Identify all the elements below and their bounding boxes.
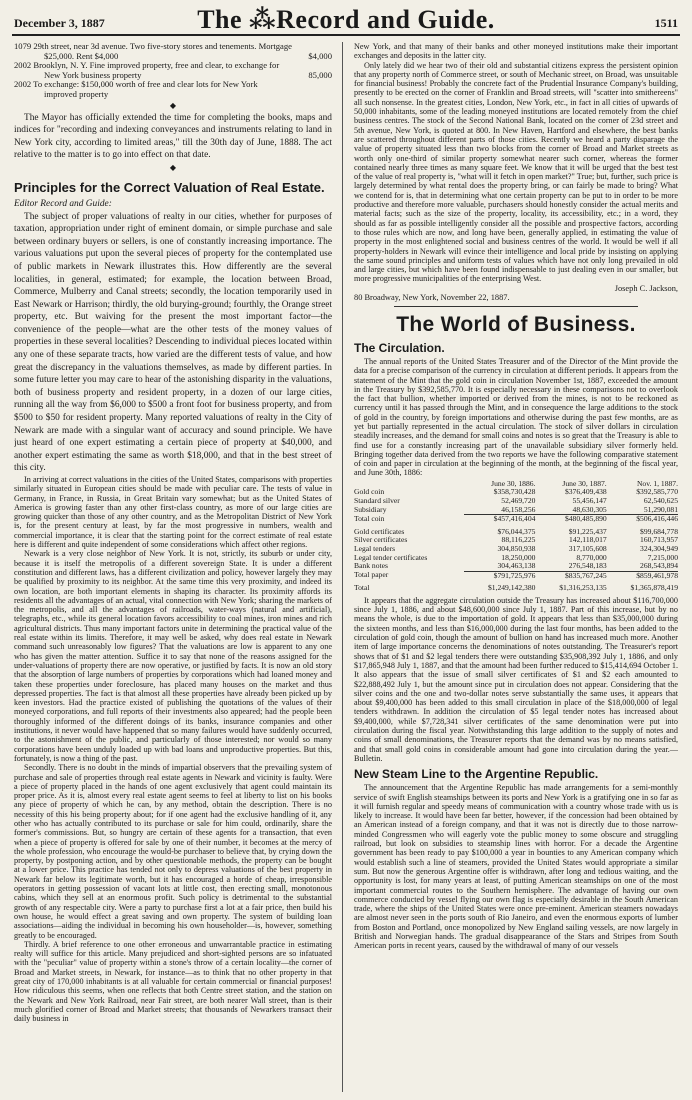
table-row: Subsidiary 46,158,256 48,630,305 51,290,081 — [354, 504, 678, 514]
table-row: Gold certificates $76,044,375 $91,225,437 $99,684,778 — [354, 526, 678, 536]
page-header — [12, 6, 680, 36]
article-paragraph: The announcement that the Argentine Republic has made arrangements for a semi-monthly service of swift English steamships between its ports and New York is a gratifying one in so far as it will furnish regular and speedy means of communication with a country whose trade with us is likely to increase. It would have been far better, however, if the concession had been obtained by an American instead of a foreign company, and that it was not is directly due to those narrow-minded Congressmen who will eagerly vote the public money to some obscure and struggling railroad, but look on subsidies to steamship lines with horror. For a decade the Argentine government has been ready to pay $100,000 a year in bounties to any American company which would establish such a line of steamers, provided the United States would appropriate a similar sum. But now the generous Argentine offer is withdrawn, after long and tedious waiting, and the opportunity is lost, for many years at least, of putting American steamships on one of the most important commercial routes to the Southern hemisphere. The advantage of having our own commerce conducted by vessel flying our own flag is especially desirable in the South American trade, where the ships of the United States were once pre-eminent. American steamers nowadays are almost never seen in the ports south of Rio Janeiro, and even the enormous exports of lumber from Boston and Portland, once monopolized by New England sailing vessels, are now largely in British and Norwegian hands. The gradual disappearance of the Stars and Stripes from South American ports in recent years, caused by the withdrawal of many of our vessels — [354, 783, 678, 951]
mayor-paragraph: The Mayor has officially extended the time for completing the books, maps and indices for "recording and indexing conveyances and instruments relating to land in New York city, according to limited areas," till the 30th day of June, 1888. The act relative to the matter is to go into effect on that date. — [14, 112, 332, 161]
article-paragraph: The subject of proper valuations of realty in our cities, whether for purposes of taxation, appropriation under right of eminent domain, or simple purchase and sale between ordinary buyers or sellers, is one of constantly increasing importance. The various valuations put upon the several pieces of property for the contemplated use of public markets in Newark illustrates this. How differently are the several localities, in general, estimated; for example, the location between Broad, Commerce, Mulberry and Canal streets; secondly, the location temporarily used in East Newark or Harrison; thirdly, the old burying-ground; fourthly, the Orange street property, etc. But waiving for the present the most important factor—the convenience of the people—what are the other tests of the money values of properties in these several localities? Descending to individual pieces located within any one of these separate tracts, how varied are the different tests of value, and how great the discrepancy in the valuations themselves, as made by different parties. In some future letter you may care to hear of the astonishing disparity in the valuations, both of business property and resident property, in a dozen of our large cities, running all the way from $6,000 to $500 a front foot for business property, and from $500 to $50 for resident property. Many reported valuations of realty in the City of Newark are made with a singular want of accuracy and sound principle. We have just heard of one expert estimating a certain piece of property at $40,000, and another expert estimating the same as worth $18,000, and that in the best street of this city. — [14, 211, 332, 474]
column-rule — [342, 42, 343, 1092]
table-row: Bank notes 304,463,138 276,548,183 268,543,894 — [354, 561, 678, 571]
circulation-table — [354, 480, 678, 593]
issue-date: December 3, 1887 — [14, 16, 105, 30]
world-of-business-heading: The World of Business. — [396, 312, 636, 336]
argentine-heading: New Steam Line to the Argentine Republic. — [354, 767, 599, 782]
article-paragraph: Newark is a very close neighbor of New York. It is not, strictly, its suburb or under city, because it is itself the metropolis of a different sovereign State. It is under a different constitution and different laws, has a different civilization and policy, however largely they may be qualified by proximity to its neighbor. At the same time this very proximity, and indeed its own location, are both important elements in shaping its character. Its proximity affords its residents all the advantages of an actual, vital connection with New York; sharing the markets of the metropolis, and all the advantages of railroads, water-ways (natural and artificial), telegraphs, etc., while its general location favors accessibility to coal mines, iron mines and rich agricultural districts. Thus many important factors unite in determining the practical value of the real estate within its limits. Therefore, it may well be asked, why does real estate in Newark command such unreasonably low figures? That the valuations are low is apparent to any one who has given the matter attention. Suffice it to say that none of the reasons assigned for the under-valuations of property there are now operative, or justified by facts. It is now an old story that the absorption of large numbers of properties by corporations which had loaned money and taken these properties under foreclosure, has placed many houses on the market and thus depressed properties. The fact is that almost all these properties have already been picked up by keen investors. Had the practice existed of publishing the quotations of the values of their moneyed corporations, and full reports of their investments also appeared; had the people been thoroughly informed of the different doings of its banks, insurance companies and other institutions, it never would have happened that so many failures would have suddenly occurred, to the astonishment of the public, and particularly of those interested; nor would so many corporations have been unduly loaded up with bad loans and unproductive properties. But this, fortunately, is now a thing of the past. — [14, 549, 332, 763]
table-row: Legal tender certificates 18,250,000 8,770,000 7,215,000 — [354, 552, 678, 562]
ornament-divider: ◆ — [169, 100, 177, 110]
ornament-divider: ◆ — [169, 162, 177, 172]
table-total-row: Total coin $457,416,404 $480,485,890 $506,416,446 — [354, 513, 678, 524]
article-paragraph: The annual reports of the United States Treasurer and of the Director of the Mint provide the data for a precise comparison of the currency in circulation at different periods. It appears from the statement of the Mint that the gold coin in circulation November 1st, 1887, exceeded the amount in the Treasury by $392,585,770. It is especially necessary in these comparisons not to overlook the fact that bullion, whether imported or derived from the mines, is not to be reckoned as currency until it has passed through the Mint, and in consequence the large additions to the stock of gold in the country, by foreign importations and otherwise during the past few months, are as yet but partially represented in the actual circulation. The stock of silver dollars in circulation steadily increases, and the demand for small coins and notes is so great that the Treasury is able to find use for a constantly increasing part of the unavailable subsidiary silver formerly held. Bringing together data derived from the two reports we have the following comparative statement of coin and paper in circulation at the beginning of the month, at the beginning of the fiscal year, and June 30th, 1886: — [354, 356, 678, 478]
column-header: Nov. 1, 1887. — [636, 478, 678, 488]
page-number: 1511 — [654, 16, 678, 30]
address-line: 80 Broadway, New York, November 22, 1887. — [354, 293, 510, 303]
article-paragraph: Thirdly. A brief reference to one other erroneous and unwarrantable practice in estimating realty will suffice for this article. Many prejudiced and short-sighted persons are so infatuated with the "peculiar" value of property within a stone's throw of a certain locality—the corner of Broad and Market streets, in Newark, for instance—as to think that no other property in that great city of 170,000 inhabitants is at all valuable for certain commercial or financial purposes! How ridiculous this seems, when one reflects that both Centre street station, and the station on the Newark and New York Railroad, near Fair street, are both nearer Wall street, than is their much glorified corner of Broad and Market streets; that thousands of Newarkers transact their daily business in — [14, 939, 332, 1024]
right-column — [354, 42, 678, 1096]
masthead-title: The ⁂Record and Guide. — [197, 5, 495, 34]
listing-item: 2002 Brooklyn, N. Y. Fine improved property, free and clear, to exchange for New York business property 85,000 — [14, 60, 332, 80]
column-header: June 30, 1887. — [562, 478, 607, 488]
principles-heading: Principles for the Correct Valuation of Real Estate. — [14, 179, 325, 195]
salutation: Editor Record and Guide: — [14, 198, 112, 209]
column-header: June 30, 1886. — [491, 478, 536, 488]
table-grand-total-row: Total $1,249,142,380 $1,316,253,135 $1,365,878,419 — [354, 583, 678, 593]
article-paragraph: Only lately did we hear two of their old and substantial citizens express the persistent opinion that any property north of Commerce street, or south of Mechanic street, on Broad, was unsuitable for financial business! Probably the concrete fact of the Prudential Insurance Company's building, presently to be erected on the corner of Franklin and Broad streets, will "scatter into smithereens" all such nonsense. In the greatest cities, London, New York, etc., in fact in all cities of upwards of 50,000 inhabitants, some of the leading moneyed institutions are located remotely from the chief business centres. The stock of the Second National Bank, located on the corner of 23d street and 5th avenue, New York, is quoted at 800. In New Haven, Hartford and elsewhere, the best banks are scattered throughout different parts of those cities. Recently we heard a party disparage the value of property situated less than two blocks from the corner of Broad and Market streets as worth only one-third of similar property somewhat nearer such corner, whereas the former contained nearly three times as many square feet. We know that it will be urged that the best test of the value of real property is, "what will it fetch in open market?" True; but, further, such price is largely determined by what rental does the property bring, or can fairly be made to bring? What we contend for is, that in determining what one certain property can be put to in order to be more productive and therefore more valuable, purchasers should honestly consider the actual merits and material facts; such as the size of the property, locality, its accessibility, etc.; in a word, they should as far as possible intelligently consider all the possible and prospective factors, according to those rules which are now, and long have been, generally applied, in estimating the value of property in the most enlightened social and business centres of the world. It would be well if all property-holders in Newark will evince their intelligence and local pride by insisting on applying the same sound principles and uniform tests of values which have not only long prevailed in old and large cities, but which have been found indispensable to just dealing even in our smaller, but more progressive municipalities of the enterprising West. — [354, 60, 678, 284]
table-row: Silver certificates 88,116,225 142,118,017 160,713,957 — [354, 535, 678, 545]
article-paragraph: It appears that the aggregate circulation outside the Treasury has increased about $116,700,000 since July 1, 1886, and about $48,600,000 since July 1, 1887. Part of this increase, but by no means the whole, is due to the importation of gold. It appears that less than $35,000,000 during the sixteen months, and less than $16,000,000 during the last four months, has been added to the circulation of gold coin, though the amount of bullion on hand has increased much more. Another item of large importance concerns the denominations of notes outstanding. The Treasurer's report shows that of $1 and $2 legal tenders there were outstanding $35,908,392 July 1, 1886, and only $17,865,948 July 1, 1887, and that the amount had been further reduced to $15,414,694 October 1. It also appears that the issue of small silver certificates of $1 and $2 each amounted to $22,888,492 July 1, but the amount since put in circulation does not appear. Considering that the silver coins and the one and two-dollar notes serve substantially the same uses, it appears that about $9,400,000 has been added to this small circulation in place of the $18,000,000 of legal tenders withdrawn. In addition the circulation of $5 legal tender notes has increased about $9,400,000, while $7,728,341 silver certificates of the same denomination were put into circulation during the fiscal year. Notwithstanding this large addition to the supply of notes and coins of small denominations, the Treasurer reports that the demand was by no means satisfied, and that small gold coins in considerable amount had gone into circulation during the year.—Bulletin. — [354, 595, 678, 763]
article-paragraph: In arriving at correct valuations in the cities of the United States, comparisons with properties similarly situated in European cities should be made with peculiar care. The tests of value in Germany, in France, in Russia, in Great Britain vary somewhat; but as the United States of America is growing faster than any other first-class country, as more of our large cities are growing quicker than those of any other country, and as the Metropolitan District of New York is, for the present century at least, by far the most progressive in numbers, wealth and commercial importance, it is clear that the starting point for the correct estimate of real estate here is different and quite independent of some considerations which affect other regions. — [14, 475, 332, 550]
article-paragraph: New York, and that many of their banks and other moneyed institutions make their important exchanges and deposits in the latter city. — [354, 42, 678, 61]
left-column — [14, 42, 332, 1096]
section-divider — [394, 306, 638, 307]
circulation-heading: The Circulation. — [354, 340, 445, 355]
table-row: Legal tenders 304,850,938 317,105,608 324,304,949 — [354, 543, 678, 553]
article-paragraph: Secondly. There is no doubt in the minds of impartial observers that the prevailing system of purchase and sale of properties through real estate agents in Newark and vicinity is faulty. Were a piece of property placed in the hands of one agent exclusively that agent could maintain its proper price. As it is, almost every real estate agent seems to feel at liberty to list on his books any piece of property of which he can, by any method, obtain the description. There is no necessity of this his being property about; for if one agent had the exclusive handling of it, any other who has actually contributed to its purchase or sale for him could, ordinarily, share the former's commissions. But, so hungry are certain of these agents for a transaction, that even when a piece of property is offered for sale by one of their number, it becomes at the mercy of the whole profession, who encourage the would-be purchaser to believe that, by crying down the property, by postponing action, and by other questionable methods, the property can be bought at a lower price. This practice has tended not only to depress valuations of the best property in Newark far below its legitimate worth, but it has encouraged a horde of cheap, irresponsible operators in getting possession of vacant lots at little cost, then erecting small, monotonous cabins, which they sell at an enormous profit. Such policy is detrimental to the substantial growth of any respectable city. Were a party to purchase first a lot at a fair price, then build his own house, he would effect a great saving and own property. The system of building loan associations—aiding the individual in becoming his own householder—is, however, something greatly to be encouraged. — [14, 763, 332, 940]
listing-item: 2002 To exchange: $150,000 worth of free and clear lots for New York improved property — [14, 79, 258, 99]
table-total-row: Total paper $791,725,976 $835,767,245 $859,461,978 — [354, 570, 678, 580]
listing-item: 1079 29th street, near 3d avenue. Two five-story stores and tenements. Mortgage $25,000. Rent $4,000 $4,000 — [14, 42, 332, 61]
signature: Joseph C. Jackson, — [614, 283, 678, 293]
table-row: Standard silver 52,469,720 55,456,147 62,540,625 — [354, 495, 678, 505]
table-row: Gold coin $358,730,428 $376,409,438 $392,585,770 — [354, 487, 678, 497]
